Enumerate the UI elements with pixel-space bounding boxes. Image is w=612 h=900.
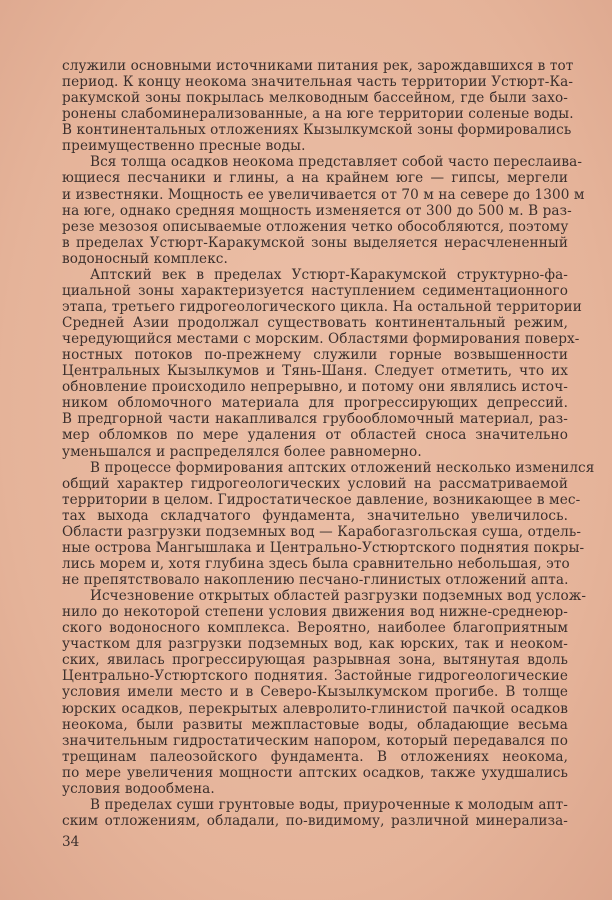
text-line: участком для разгрузки подземных вод, как юрских, так и неоком- <box>62 636 568 653</box>
text-line: Исчезновение открытых областей разгрузки подземных вод услож- <box>90 588 587 605</box>
text-line: чередующийся местами с морским. Областями формирования поверх- <box>62 331 580 348</box>
text-line: резе мезозоя описываемые отложения четко обособляются, поэтому <box>62 218 569 235</box>
text-line: ностных потоков по-прежнему служили горные возвышенности <box>62 347 568 364</box>
text-line: условия имели место и в Северо-Кызылкумском прогибе. В толще <box>62 684 568 701</box>
text-line: нило до некоторой степени условия движения вод нижне-среднеюр- <box>62 604 568 621</box>
text-line: трещинам палеозойского фундамента. В отложениях неокома, <box>62 748 568 765</box>
text-line: обновление происходило непрерывно, и потому они являлись источ- <box>62 379 568 396</box>
text-line: циальной зоны характеризуется наступлением седиментационного <box>62 282 568 299</box>
text-line: Аптский век в пределах Устюрт-Каракумской структурно-фа- <box>90 266 568 283</box>
text-line: Центральных Кызылкумов и Тянь-Шаня. Следует отметить, что их <box>62 363 568 380</box>
paragraph <box>62 797 568 829</box>
paragraph <box>62 58 574 155</box>
text-line: условия водообмена. <box>62 780 215 797</box>
paragraph <box>62 266 582 460</box>
text-line: на юге, однако средняя мощность изменяется от 300 до 500 м. В раз- <box>62 202 572 219</box>
text-line: в пределах Устюрт-Каракумской зоны выделяется нерасчлененный <box>62 234 568 251</box>
text-line: по мере увеличения мощности аптских осадков, также ухудшались <box>62 764 568 781</box>
text-line: ронены слабоминерализованные, а на юге территории соленые воды. <box>62 106 574 123</box>
text-line: Центрально-Устюртского поднятия. Застойные гидрогеологические <box>62 668 568 685</box>
text-line: лись морем и, хотя глубина здесь была сравнительно небольшая, это <box>62 555 570 572</box>
text-line: этапа, третьего гидрогеологического цикла. На остальной территории <box>62 298 582 315</box>
text-line: ским отложениям, обладали, по-видимому, различной минерализа- <box>62 812 568 829</box>
text-line: тах выхода складчатого фундамента, значительно увеличилось. <box>62 507 568 524</box>
text-line: ских, явилась прогрессирующая разрывная зона, вытянутая вдоль <box>62 652 568 669</box>
text-line: период. К концу неокома значительная часть территории Устюрт-Ка- <box>62 74 574 91</box>
text-line: Области разгрузки подземных вод — Карабогазгольская суша, отдель- <box>62 523 582 540</box>
text-line: В процессе формирования аптских отложений несколько изменился <box>90 459 595 476</box>
text-line: значительным гидростатическим напором, который передавался по <box>62 732 568 749</box>
text-line: водоносный комплекс. <box>62 250 228 267</box>
text-line: уменьшался и распределялся более равномерно. <box>62 443 422 460</box>
body-text <box>62 58 595 829</box>
text-line: В предгорной части накапливался грубообломочный материал, раз- <box>62 411 568 428</box>
text-line: служили основными источниками питания рек, зарождавшихся в тот <box>62 58 574 74</box>
paragraph <box>62 459 595 589</box>
text-line: общий характер гидрогеологических условий на рассматриваемой <box>62 475 568 492</box>
text-line: В континентальных отложениях Кызылкумской зоны формировались <box>62 122 572 139</box>
text-line: мер обломков по мере удаления от областей сноса значительно <box>62 427 568 444</box>
text-line: не препятствовало накоплению песчано-глинистых отложений апта. <box>62 572 569 588</box>
paragraph <box>62 588 587 797</box>
text-line: ского водоносного комплекса. Вероятно, наиболее благоприятным <box>62 620 568 637</box>
text-line: и известняки. Мощность ее увеличивается от 70 м на севере до 1300 м <box>62 186 585 203</box>
text-line: ющиеся песчаники и глины, а на крайнем юге — гипсы, мергели <box>62 170 568 187</box>
text-line: юрских осадков, перекрытых алевролито-глинистой пачкой осадков <box>62 700 568 717</box>
text-line: территории в целом. Гидростатическое давление, возникающее в мес- <box>62 491 581 508</box>
text-line: В пределах суши грунтовые воды, приуроченные к молодым апт- <box>90 796 568 813</box>
text-line: Вся толща осадков неокома представляет собой часто переслаива- <box>90 154 583 171</box>
text-line: Средней Азии продолжал существовать континентальный режим, <box>62 315 568 331</box>
text-line: неокома, были развиты межпластовые воды, обладающие весьма <box>62 716 568 733</box>
text-line: ные острова Мангышлака и Центрально-Устюртского поднятия покры- <box>62 539 585 556</box>
page-number: 34 <box>62 834 80 850</box>
text-line: ником обломочного материала для прогрессирующих депрессий. <box>62 395 568 412</box>
paragraph <box>62 154 585 267</box>
text-line: преимущественно пресные воды. <box>62 138 306 155</box>
text-line: ракумской зоны покрылась мелководным бассейном, где были захо- <box>62 90 568 107</box>
